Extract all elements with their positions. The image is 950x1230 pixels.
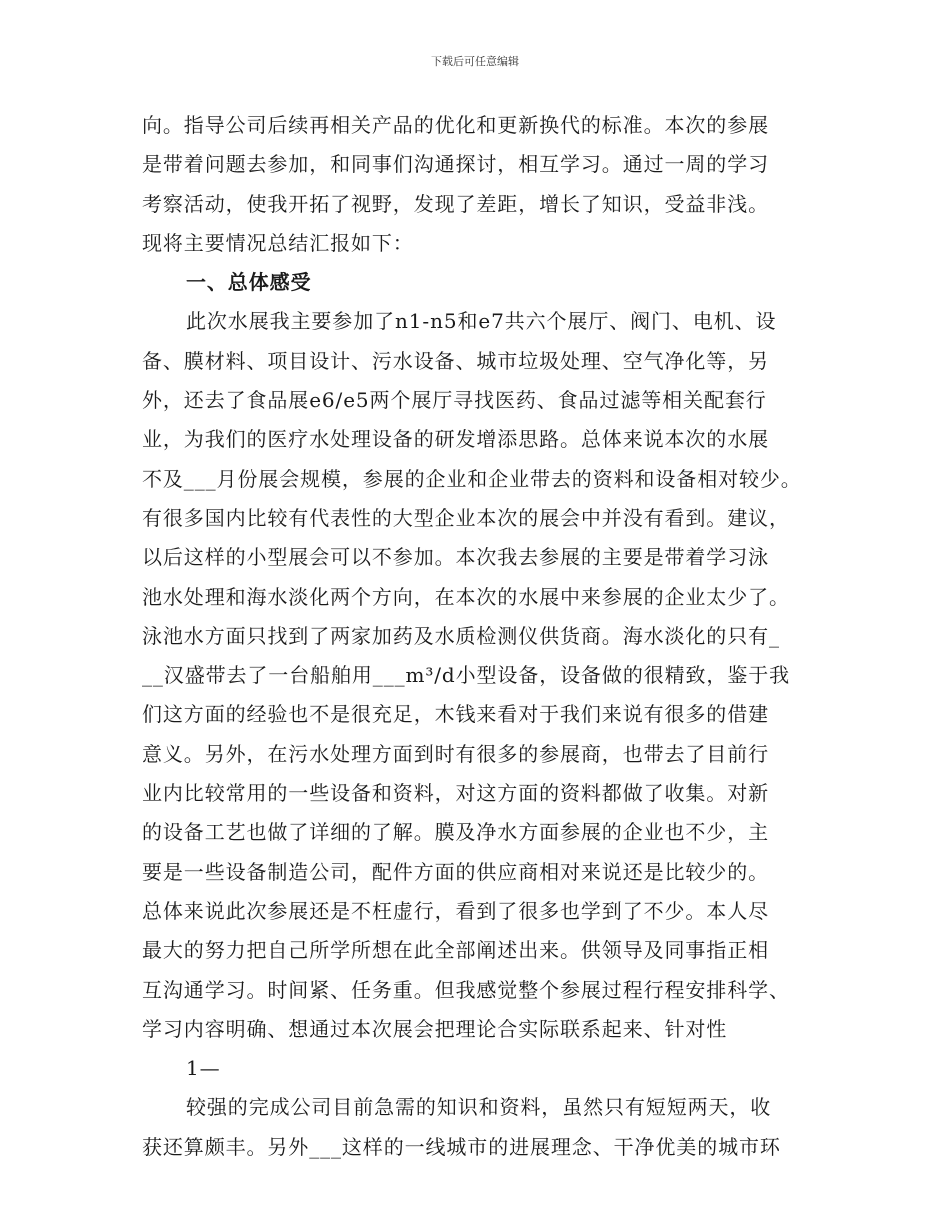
text-line: 有很多国内比较有代表性的大型企业本次的展会中并没有看到。建议， — [142, 505, 790, 530]
page-header: 下载后可任意编辑 — [431, 55, 519, 68]
text-line: 最大的努力把自己所学所想在此全部阐述出来。供领导及同事指正相 — [142, 938, 769, 963]
text-line: 学习内容明确、想通过本次展会把理论合实际联系起来、针对性 — [142, 1016, 728, 1041]
text-line: 不及___月份展会规模，参展的企业和企业带去的资料和设备相对较少。 — [142, 466, 802, 491]
text-line: 1— — [186, 1056, 221, 1081]
text-line: 获还算颇丰。另外___这样的一线城市的进展理念、干净优美的城市环 — [142, 1134, 781, 1159]
text-line: 备、膜材料、项目设计、污水设备、城市垃圾处理、空气净化等，另 — [142, 348, 769, 373]
text-line: 考察活动，使我开拓了视野，发现了差距，增长了知识，受益非浅。 — [142, 191, 769, 216]
text-line: __汉盛带去了一台船舶用___m³/d小型设备，设备做的很精致，鉴于我 — [142, 663, 791, 688]
section-heading: 一、总体感受 — [186, 270, 312, 295]
text-line: 向。指导公司后续再相关产品的优化和更新换代的标准。本次的参展 — [142, 113, 769, 137]
text-line: 意义。另外，在污水处理方面到时有很多的参展商，也带去了目前行 — [142, 741, 769, 766]
text-line: 要是一些设备制造公司，配件方面的供应商相对来说还是比较少的。 — [142, 859, 769, 884]
text-line: 现将主要情况总结汇报如下： — [142, 230, 414, 255]
text-line: 的设备工艺也做了详细的了解。膜及净水方面参展的企业也不少，主 — [142, 820, 769, 845]
text-line: 泳池水方面只找到了两家加药及水质检测仪供货商。海水淡化的只有_ — [142, 623, 780, 648]
text-line: 是带着问题去参加，和同事们沟通探讨，相互学习。通过一周的学习 — [142, 152, 769, 177]
text-line: 以后这样的小型展会可以不参加。本次我去参展的主要是带着学习泳 — [142, 545, 769, 570]
text-line: 们这方面的经验也不是很充足，木钱来看对于我们来说有很多的借建 — [142, 702, 769, 727]
text-line: 总体来说此次参展还是不枉虚行，看到了很多也学到了不少。本人尽 — [142, 898, 769, 923]
text-line: 外，还去了食品展e6/e5两个展厅寻找医药、食品过滤等相关配套行 — [142, 388, 767, 413]
text-line: 池水处理和海水淡化两个方向，在本次的水展中来参展的企业太少了。 — [142, 584, 790, 609]
text-line: 业，为我们的医疗水处理设备的研发增添思路。总体来说本次的水展 — [142, 427, 769, 452]
document-body — [142, 106, 832, 1167]
text-line: 业内比较常用的一些设备和资料，对这方面的资料都做了收集。对新 — [142, 781, 769, 806]
text-line: 互沟通学习。时间紧、任务重。但我感觉整个参展过程行程安排科学、 — [142, 977, 790, 1002]
text-line: 较强的完成公司目前急需的知识和资料，虽然只有短短两天，收 — [186, 1095, 772, 1120]
text-line: 此次水展我主要参加了n1-n5和e7共六个展厅、阀门、电机、设 — [186, 309, 777, 334]
